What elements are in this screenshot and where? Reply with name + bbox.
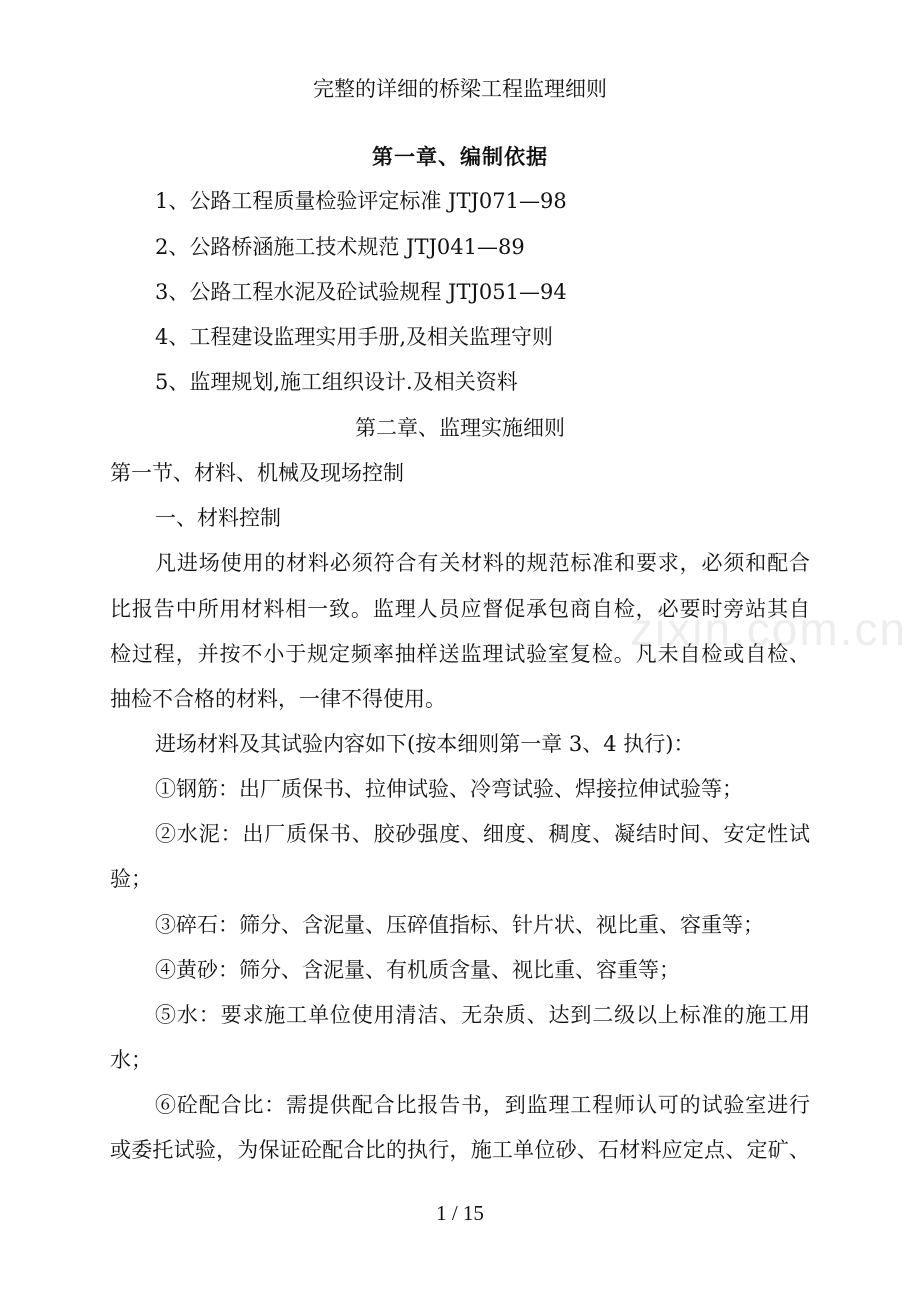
reference-item: 2、公路桥涵施工技术规范 JTJ041—89 [155, 235, 525, 259]
materials-intro: 进场材料及其试验内容如下(按本细则第一章 3、4 执行)： [155, 732, 695, 756]
reference-item: 3、公路工程水泥及砼试验规程 JTJ051—94 [155, 280, 567, 304]
paragraph-line: 检过程，并按不小于规定频率抽样送监理试验室复检。凡未自检或自检、 [110, 642, 810, 666]
paragraph-line: 凡进场使用的材料必须符合有关材料的规范标准和要求，必须和配合 [155, 551, 810, 575]
chapter2-heading: 第二章、监理实施细则 [355, 416, 565, 440]
material-item-cement: ②水泥：出厂质保书、胶砂强度、细度、稠度、凝结时间、安定性试 [155, 822, 810, 846]
material-item-steel: ①钢筋：出厂质保书、拉伸试验、冷弯试验、焊接拉伸试验等； [155, 777, 743, 801]
material-item-gravel: ③碎石：筛分、含泥量、压碎值指标、针片状、视比重、容重等； [155, 913, 764, 937]
document-title: 完整的详细的桥梁工程监理细则 [313, 77, 607, 101]
chapter1-heading: 第一章、编制依据 [372, 144, 548, 169]
reference-item: 1、公路工程质量检验评定标准 JTJ071—98 [155, 189, 567, 213]
material-item-cement-continued: 验； [110, 867, 152, 891]
watermark: zixin.com.cn [630, 603, 908, 655]
material-item-sand: ④黄砂：筛分、含泥量、有机质含量、视比重、容重等； [155, 958, 680, 982]
reference-item: 5、监理规划,施工组织设计.及相关资料 [155, 370, 518, 394]
material-item-concrete-mix-continued: 或委托试验，为保证砼配合比的执行，施工单位砂、石材料应定点、定矿、 [110, 1138, 810, 1162]
material-item-concrete-mix: ⑥砼配合比：需提供配合比报告书，到监理工程师认可的试验室进行 [155, 1093, 810, 1117]
paragraph-line: 抽检不合格的材料，一律不得使用。 [110, 687, 446, 711]
section1-heading: 第一节、材料、机械及现场控制 [110, 461, 404, 485]
paragraph-line: 比报告中所用材料相一致。监理人员应督促承包商自检，必要时旁站其自 [110, 597, 810, 621]
page-number: 1 / 15 [436, 1201, 484, 1225]
subsection1-heading: 一、材料控制 [155, 506, 281, 530]
reference-item: 4、工程建设监理实用手册,及相关监理守则 [155, 325, 554, 349]
material-item-water: ⑤水：要求施工单位使用清洁、无杂质、达到二级以上标准的施工用 [155, 1003, 810, 1027]
material-item-water-continued: 水； [110, 1048, 152, 1072]
